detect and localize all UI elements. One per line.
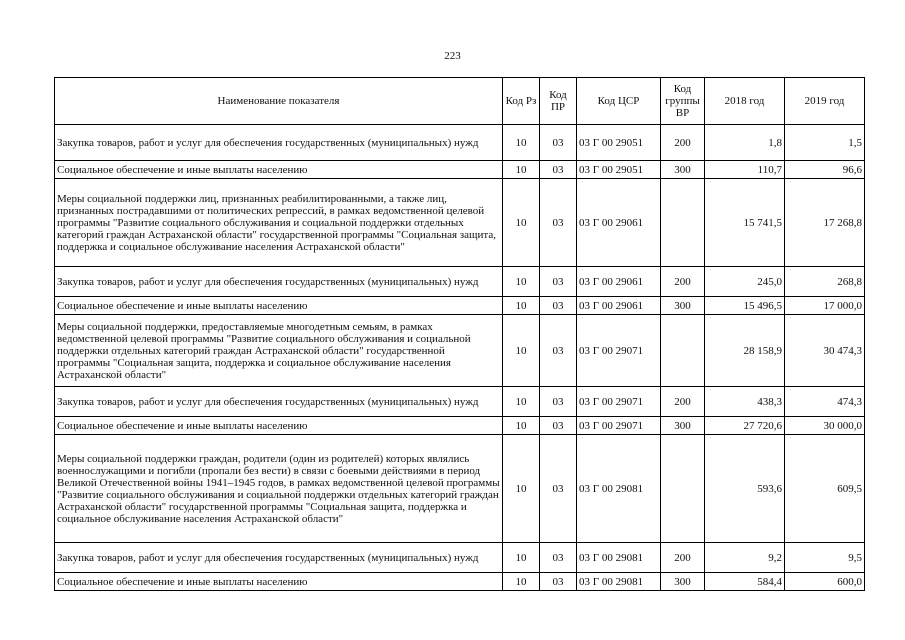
cell-csr: 03 Г 00 29051 <box>577 125 661 161</box>
cell-y2019: 9,5 <box>785 543 865 573</box>
cell-csr: 03 Г 00 29081 <box>577 543 661 573</box>
table-row <box>55 297 865 315</box>
cell-pr: 03 <box>540 125 577 161</box>
cell-vr: 300 <box>661 417 705 435</box>
cell-rz: 10 <box>503 417 540 435</box>
cell-pr: 03 <box>540 573 577 591</box>
cell-pr: 03 <box>540 543 577 573</box>
cell-rz: 10 <box>503 315 540 387</box>
cell-y2018: 15 741,5 <box>705 179 785 267</box>
cell-pr: 03 <box>540 435 577 543</box>
table-body <box>55 125 865 591</box>
cell-y2018: 15 496,5 <box>705 297 785 315</box>
cell-y2019: 609,5 <box>785 435 865 543</box>
cell-y2018: 110,7 <box>705 161 785 179</box>
cell-name: Закупка товаров, работ и услуг для обеспечения государственных (муниципальных) нужд <box>55 267 503 297</box>
header-row <box>55 78 865 125</box>
cell-csr: 03 Г 00 29061 <box>577 179 661 267</box>
header-rz: Код Рз <box>503 78 540 125</box>
cell-y2018: 584,4 <box>705 573 785 591</box>
cell-y2019: 1,5 <box>785 125 865 161</box>
cell-vr: 200 <box>661 125 705 161</box>
cell-vr <box>661 179 705 267</box>
cell-rz: 10 <box>503 179 540 267</box>
table-row <box>55 387 865 417</box>
cell-pr: 03 <box>540 161 577 179</box>
cell-pr: 03 <box>540 179 577 267</box>
cell-rz: 10 <box>503 435 540 543</box>
cell-name: Социальное обеспечение и иные выплаты населению <box>55 161 503 179</box>
cell-name: Социальное обеспечение и иные выплаты населению <box>55 573 503 591</box>
table-row <box>55 179 865 267</box>
cell-vr: 200 <box>661 387 705 417</box>
header-vr: Код группы ВР <box>661 78 705 125</box>
cell-y2018: 1,8 <box>705 125 785 161</box>
cell-pr: 03 <box>540 417 577 435</box>
cell-csr: 03 Г 00 29071 <box>577 417 661 435</box>
cell-name: Закупка товаров, работ и услуг для обеспечения государственных (муниципальных) нужд <box>55 543 503 573</box>
cell-vr <box>661 315 705 387</box>
header-name: Наименование показателя <box>55 78 503 125</box>
cell-pr: 03 <box>540 297 577 315</box>
cell-rz: 10 <box>503 297 540 315</box>
table-row <box>55 315 865 387</box>
cell-csr: 03 Г 00 29071 <box>577 315 661 387</box>
header-2019: 2019 год <box>785 78 865 125</box>
header-pr: Код ПР <box>540 78 577 125</box>
header-csr: Код ЦСР <box>577 78 661 125</box>
cell-pr: 03 <box>540 315 577 387</box>
cell-y2019: 268,8 <box>785 267 865 297</box>
cell-y2018: 593,6 <box>705 435 785 543</box>
table-row <box>55 267 865 297</box>
cell-name: Социальное обеспечение и иные выплаты населению <box>55 297 503 315</box>
cell-rz: 10 <box>503 387 540 417</box>
budget-table <box>54 77 865 591</box>
cell-csr: 03 Г 00 29081 <box>577 435 661 543</box>
cell-csr: 03 Г 00 29081 <box>577 573 661 591</box>
cell-rz: 10 <box>503 125 540 161</box>
cell-vr: 300 <box>661 573 705 591</box>
table-row <box>55 543 865 573</box>
cell-vr <box>661 435 705 543</box>
cell-y2018: 27 720,6 <box>705 417 785 435</box>
cell-rz: 10 <box>503 573 540 591</box>
cell-vr: 200 <box>661 543 705 573</box>
cell-y2018: 438,3 <box>705 387 785 417</box>
cell-rz: 10 <box>503 267 540 297</box>
cell-pr: 03 <box>540 267 577 297</box>
cell-y2019: 30 000,0 <box>785 417 865 435</box>
cell-rz: 10 <box>503 161 540 179</box>
cell-name: Закупка товаров, работ и услуг для обеспечения государственных (муниципальных) нужд <box>55 387 503 417</box>
cell-name: Меры социальной поддержки лиц, признанных реабилитированными, а также лиц, признанных пострадавшими от политических репрессий, в рамках ведомственной целевой программы "Развитие социального обслуживания и социальной поддержки отдельных категорий граждан Астраханской области" государственной программы "Социальная защита, поддержка и социальное обслуживание населения Астраханской области" <box>55 179 503 267</box>
table-row <box>55 435 865 543</box>
cell-y2018: 245,0 <box>705 267 785 297</box>
cell-name: Меры социальной поддержки граждан, родители (один из родителей) которых являлись военнослужащими и погибли (пропали без вести) в связи с боевыми действиями в период Великой Отечественной войны 1941–1945 годов, в рамках ведомственной целевой программы "Развитие социального обслуживания и социальной поддержки отдельных категорий граждан Астраханской области" государственной программы "Социальная защита, поддержка и социальное обслуживание населения Астраханской области" <box>55 435 503 543</box>
cell-vr: 300 <box>661 161 705 179</box>
cell-pr: 03 <box>540 387 577 417</box>
cell-y2018: 28 158,9 <box>705 315 785 387</box>
cell-vr: 300 <box>661 297 705 315</box>
table-row <box>55 573 865 591</box>
cell-y2019: 30 474,3 <box>785 315 865 387</box>
table-row <box>55 417 865 435</box>
cell-y2019: 474,3 <box>785 387 865 417</box>
cell-vr: 200 <box>661 267 705 297</box>
header-2018: 2018 год <box>705 78 785 125</box>
cell-y2019: 17 000,0 <box>785 297 865 315</box>
cell-y2019: 600,0 <box>785 573 865 591</box>
table-row <box>55 161 865 179</box>
cell-name: Меры социальной поддержки, предоставляемые многодетным семьям, в рамках ведомственной целевой программы "Развитие социального обслуживания и социальной поддержки отдельных категорий граждан Астраханской области" государственной программы "Социальная защита, поддержка и социальное обслуживание населения Астраханской области" <box>55 315 503 387</box>
cell-csr: 03 Г 00 29061 <box>577 267 661 297</box>
cell-csr: 03 Г 00 29061 <box>577 297 661 315</box>
cell-name: Закупка товаров, работ и услуг для обеспечения государственных (муниципальных) нужд <box>55 125 503 161</box>
cell-y2019: 17 268,8 <box>785 179 865 267</box>
cell-csr: 03 Г 00 29071 <box>577 387 661 417</box>
cell-y2018: 9,2 <box>705 543 785 573</box>
cell-csr: 03 Г 00 29051 <box>577 161 661 179</box>
table-row <box>55 125 865 161</box>
page-number: 223 <box>444 50 461 62</box>
cell-rz: 10 <box>503 543 540 573</box>
cell-name: Социальное обеспечение и иные выплаты населению <box>55 417 503 435</box>
cell-y2019: 96,6 <box>785 161 865 179</box>
